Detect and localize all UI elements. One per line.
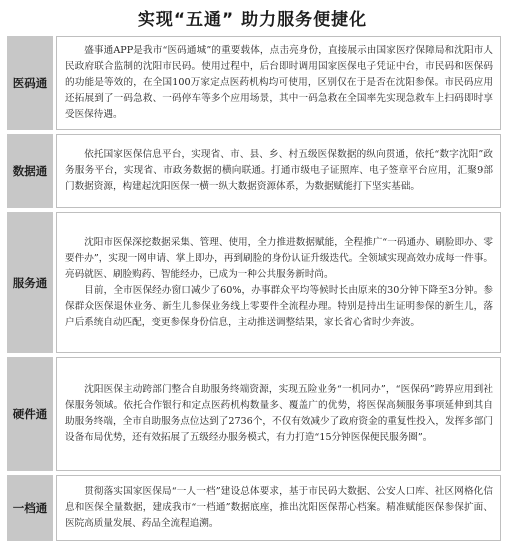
category-label: 医码通 — [7, 36, 53, 130]
row-content — [56, 357, 501, 471]
category-label: 一档通 — [7, 475, 53, 541]
paragraph: 盛事通APP是我市“医码通城”的重要载体，点击亮身份，直接展示由国家医疗保障局和沈阳市人民政府联合监制的沈阳市民码。使用过程中，后台即时调用国家医保电子凭证中台，市民码和医保码的功能是等效的，在全国100万家定点医药机构均可使用，区别仅在于是否在沈阳参保。市民码应用还拓展到了一码急救、一码停车等多个应用场景，其中一码急救在全国率先实现急救车上扫码即时享受医保待遇。 — [65, 45, 493, 120]
paragraph: 沈阳市医保深挖数据采集、管理、使用，全力推进数据赋能，全程推广“一码通办、刷脸即办、零要件办”，实现一网申请、掌上即办，再到刷脸的身份认证升级迭代。全领域实现高效办成每一件事。亮码就医、刷脸购药、智能经办，已成为一种公共服务新时尚。 — [65, 236, 493, 280]
row-content — [56, 36, 501, 130]
category-label: 服务通 — [7, 212, 53, 353]
paragraph: 依托国家医保信息平台，实现省、市、县、乡、村五级医保数据的纵向贯通，依托“数字沈阳”政务服务平台，实现省、市政务数据的横向联通。打通市级电子证照库、电子签章平台应用，汇聚9部门数据资源，构建起沈阳医保一横一纵大数据资源体系，为数据赋能打下坚实基础。 — [65, 149, 493, 192]
title-bar — [0, 0, 505, 34]
row-content — [56, 212, 501, 353]
category-label: 数据通 — [7, 134, 53, 208]
row-service — [7, 212, 501, 353]
page-title: 实现“五通” 助力服务便捷化 — [137, 9, 368, 30]
row-content — [56, 134, 501, 208]
paragraph: 目前，全市医保经办窗口减少了60%，办事群众平均等候时长由原来的30分钟下降至3分钟。参保群众医保退休业务、新生儿参保业务线上零要件全流程办理。特别是持出生证明参保的新生儿，落户后系统自动匹配，变更参保身份信息，主动推送调整结果，家长省心省时少奔波。 — [65, 284, 493, 328]
paragraph: 贯彻落实国家医保局“一人一档”建设总体要求，基于市民码大数据、公安人口库、社区网格化信息和医保全量数据，建成我市“一档通”数据底座，推出沈阳医保帮心档案。精准赋能医保参保扩面、医院高质量发展、药品全流程追溯。 — [65, 486, 493, 529]
category-label: 硬件通 — [7, 357, 53, 471]
row-content — [56, 475, 501, 541]
info-table — [7, 36, 501, 545]
row-medical-code — [7, 36, 501, 130]
row-data — [7, 134, 501, 208]
row-hardware — [7, 357, 501, 471]
paragraph: 沈阳医保主动跨部门整合自助服务终端资源，实现五险业务“一机同办”，“医保码”跨界应用到社保服务领域。依托合作银行和定点医药机构数量多、覆盖广的优势，将医保高频服务事项延伸到其自助服务终端，全市自助服务点位达到了2736个，不仅有效减少了政府资金的重复性投入，发挥多部门设备布局优势，还有效拓展了五级经办服务模式，有力打造“15分钟医保便民服务圈”。 — [65, 384, 493, 443]
row-archive — [7, 475, 501, 541]
